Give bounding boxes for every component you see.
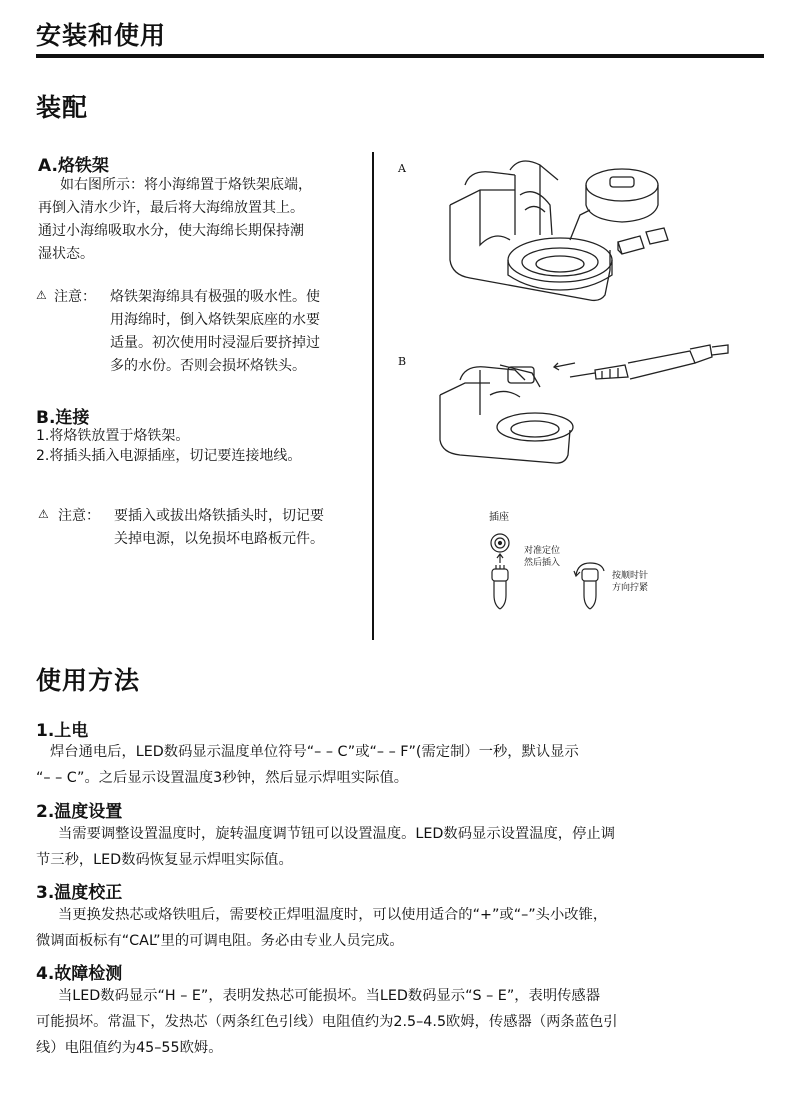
- text-line: 再倒入清水少许，最后将大海绵放置其上。: [38, 200, 304, 216]
- text-line: 适量。初次使用时浸湿后要挤掉过: [110, 335, 320, 351]
- text-line: 用海绵时，倒入烙铁架底座的水要: [110, 312, 320, 328]
- text-line: 湿状态。: [38, 246, 94, 262]
- text-line: 当LED数码显示“H – E”，表明发热芯可能损坏。当LED数码显示“S – E”，表明传感器: [58, 988, 601, 1004]
- text-line: 当更换发热芯或烙铁咀后，需要校正焊咀温度时，可以使用适合的“+”或“–”头小改锥，: [58, 907, 608, 923]
- usage-heading-temp-calibration: 3.温度校正: [36, 883, 123, 903]
- usage-heading-fault-detection: 4.故障检测: [36, 964, 123, 984]
- text-line: 通过小海绵吸取水分，使大海绵长期保持潮: [38, 223, 304, 239]
- section-b-body: [36, 426, 301, 466]
- text-line: 对准定位: [524, 546, 561, 556]
- warning-icon: ⚠: [38, 507, 49, 521]
- text-line: 当需要调整设置温度时，旋转温度调节钮可以设置温度。LED数码显示设置温度，停止调: [58, 826, 615, 842]
- section-b-heading: B.连接: [36, 408, 90, 428]
- usage-body-temp-setting: [36, 821, 615, 873]
- header-rule: [36, 54, 764, 58]
- text-line: 方向拧紧: [612, 583, 649, 593]
- text-line: 多的水份。否则会损坏烙铁头。: [110, 358, 306, 374]
- assembly-title: 装配: [36, 93, 89, 122]
- text-line: 按顺时针: [612, 571, 649, 581]
- text-line: 2.将插头插入电源插座，切记要连接地线。: [36, 448, 302, 464]
- socket-label: 插座: [489, 512, 509, 523]
- usage-title: 使用方法: [36, 666, 141, 695]
- usage-body-fault-detection: [36, 983, 618, 1061]
- section-a-body: [38, 174, 312, 266]
- usage-heading-power-on: 1.上电: [36, 721, 89, 741]
- text-line: 节三秒，LED数码恢复显示焊咀实际值。: [36, 852, 293, 868]
- page-title: 安装和使用: [36, 21, 167, 50]
- text-line: 然后插入: [524, 558, 561, 568]
- note-label: 注意：: [58, 508, 100, 524]
- text-line: 微调面板标有“CAL”里的可调电阻。务必由专业人员完成。: [36, 933, 404, 949]
- text-line: 要插入或拔出烙铁插头时，切记要: [114, 508, 324, 524]
- figure-label-a: A: [398, 162, 406, 175]
- text-line: 1.将烙铁放置于烙铁架。: [36, 428, 190, 444]
- warning-icon: ⚠: [36, 288, 47, 302]
- text-line: 如右图所示：将小海绵置于烙铁架底端，: [60, 177, 312, 193]
- column-divider: [372, 152, 374, 640]
- usage-body-temp-calibration: [36, 902, 607, 954]
- text-line: 线）电阻值约为45–55欧姆。: [36, 1040, 223, 1056]
- iron-in-stand-illustration: [420, 335, 730, 470]
- iron-stand-sponge-illustration: [440, 150, 680, 320]
- text-line: 焊台通电后，LED数码显示温度单位符号“– – C”或“– – F”(需定制）一秒，默认显示: [50, 744, 579, 760]
- usage-heading-temp-setting: 2.温度设置: [36, 802, 123, 822]
- plug-connection-illustration: [480, 525, 620, 615]
- text-line: “– – C”。之后显示设置温度3秒钟，然后显示焊咀实际值。: [36, 770, 409, 786]
- text-line: 关掉电源，以免损坏电路板元件。: [114, 531, 324, 547]
- text-line: 可能损坏。常温下，发热芯（两条红色引线）电阻值约为2.5–4.5欧姆，传感器（两条蓝色引: [36, 1014, 618, 1030]
- text-line: 烙铁架海绵具有极强的吸水性。使: [110, 289, 320, 305]
- section-a-heading: A.烙铁架: [38, 156, 109, 176]
- usage-body-power-on: [36, 739, 579, 791]
- figure-label-b: B: [398, 355, 407, 368]
- note-label: 注意：: [54, 289, 96, 305]
